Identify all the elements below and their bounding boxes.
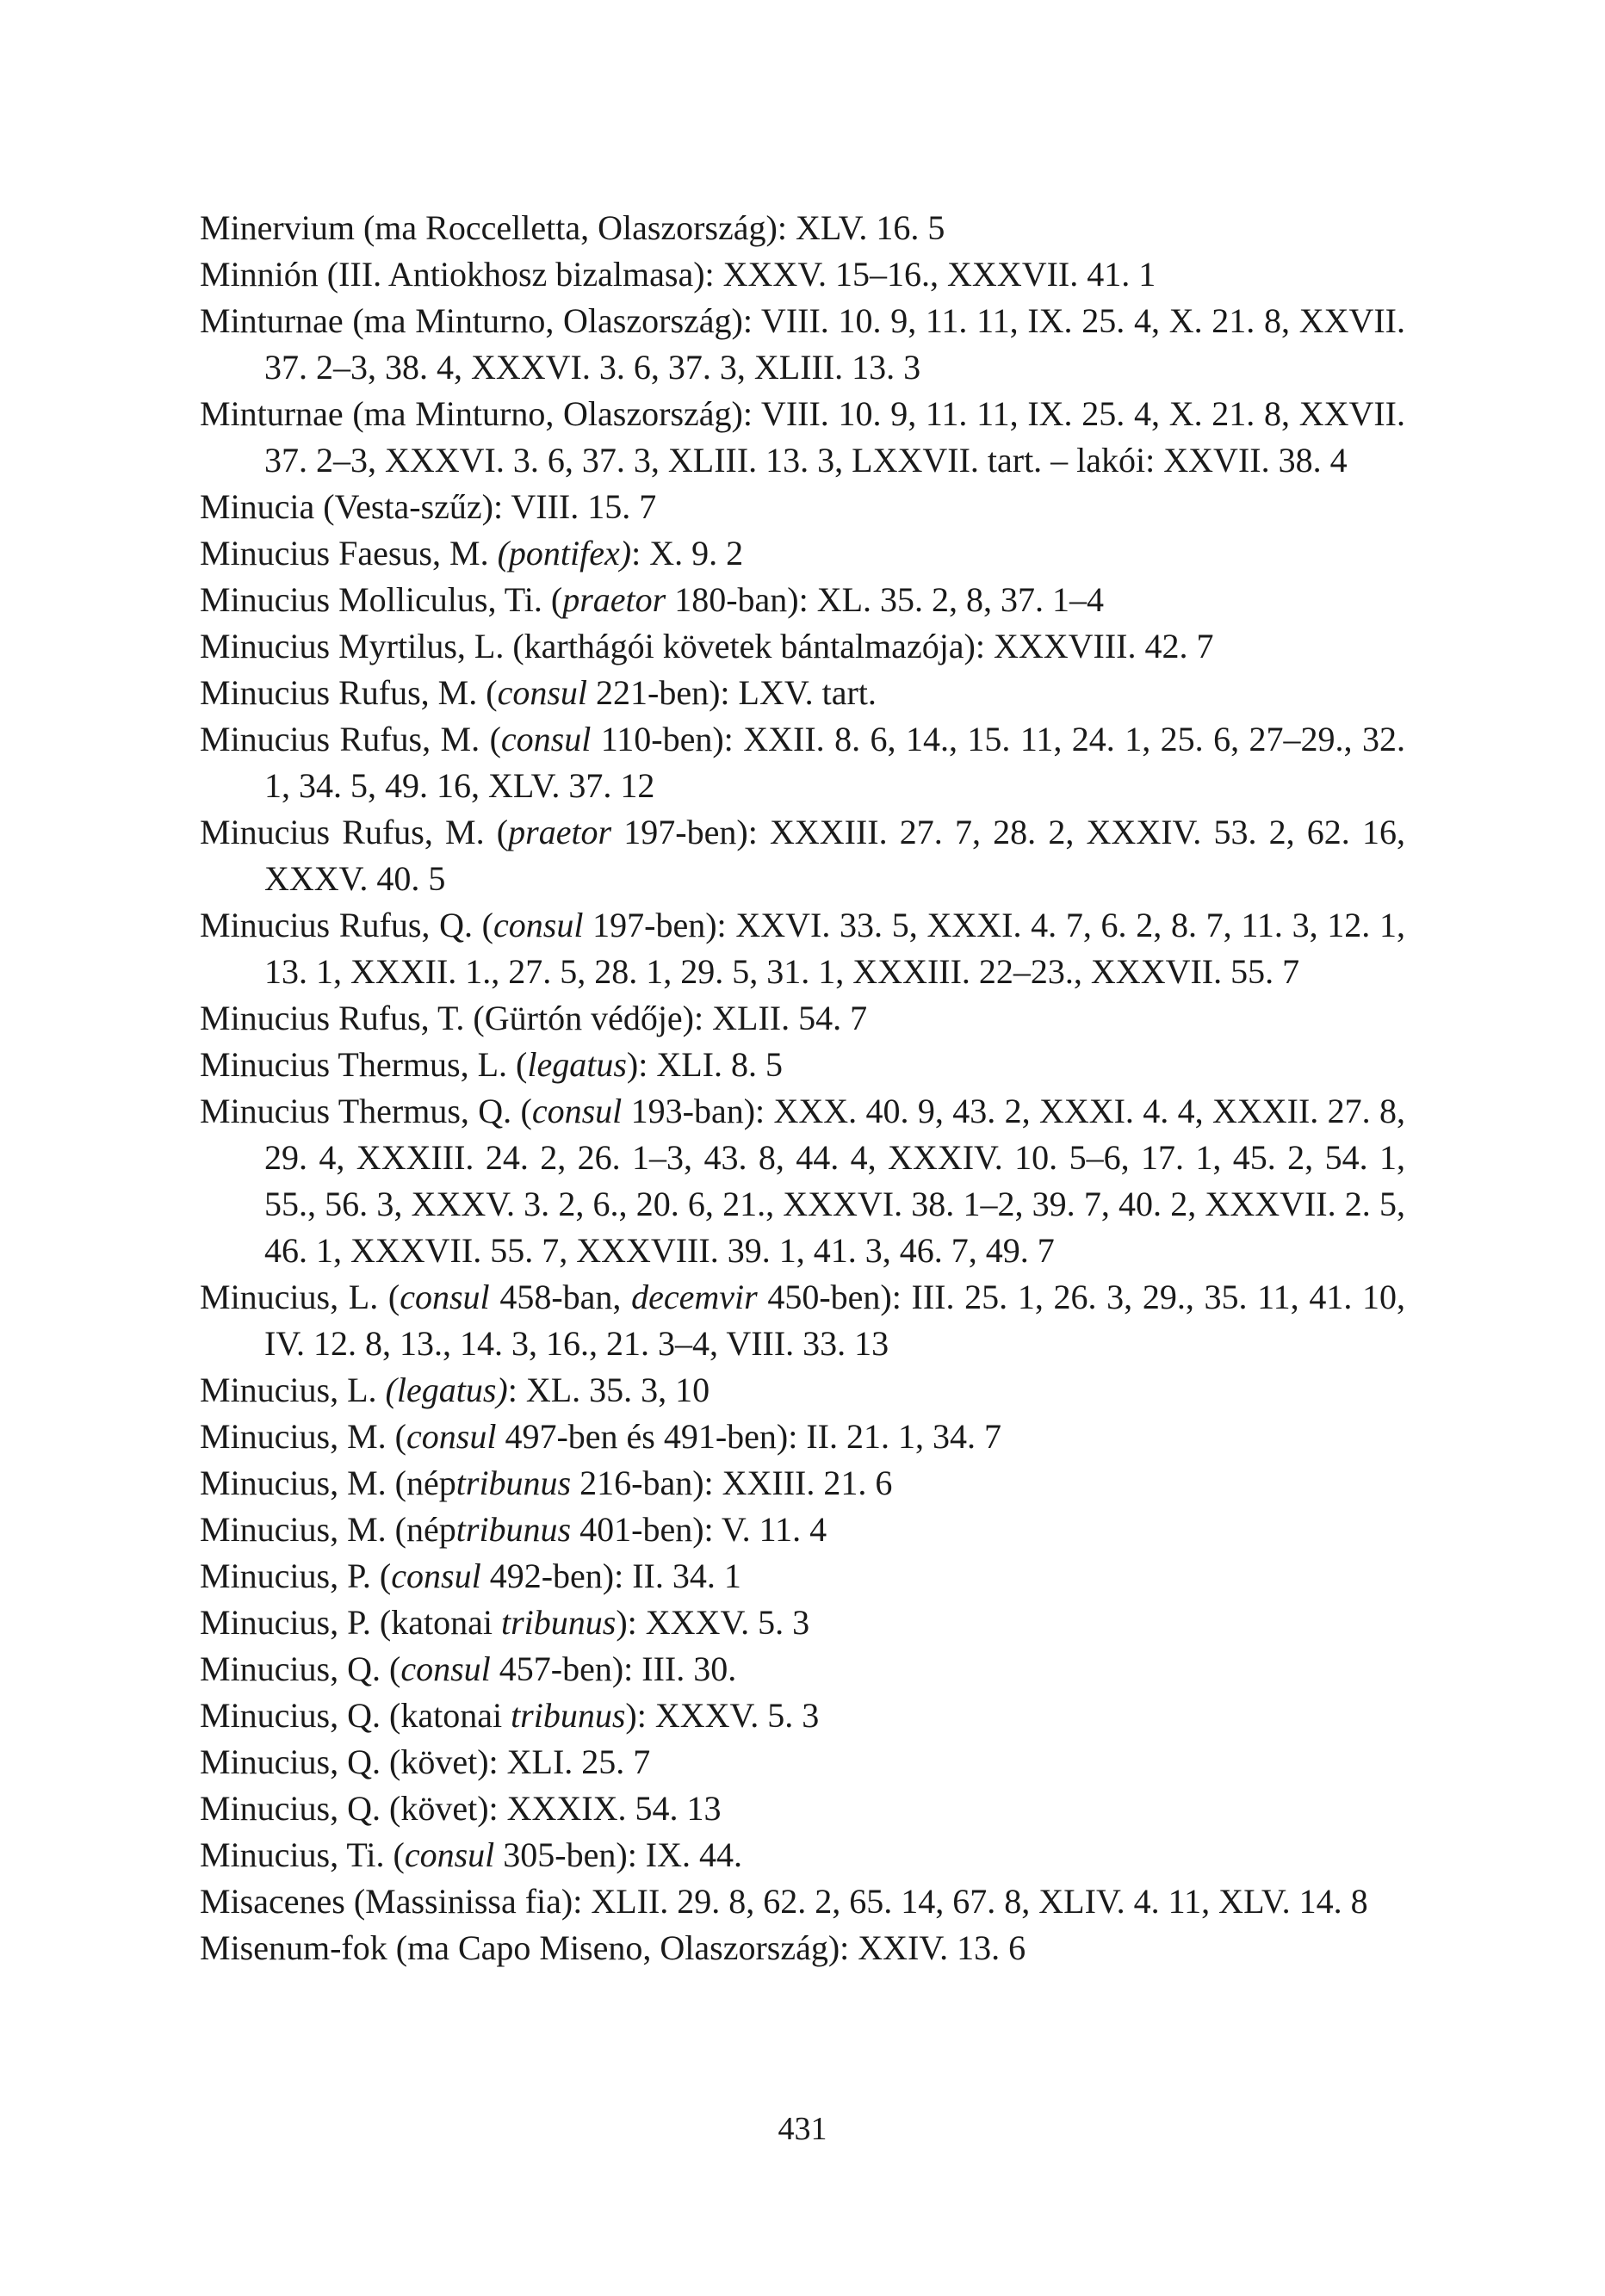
entry-text: 216-ban): XXIII. 21. 6 <box>571 1464 893 1502</box>
index-entry <box>200 1878 1405 1925</box>
index-entry <box>200 530 1405 577</box>
entry-text: Minervium (ma Roccelletta, Olaszország): XLV. 16. 5 <box>200 208 945 247</box>
entry-text: ): XXXV. 5. 3 <box>616 1603 810 1642</box>
index-entry <box>200 391 1405 484</box>
entry-text: 401-ben): V. 11. 4 <box>571 1510 827 1549</box>
entry-text: ): XXXV. 5. 3 <box>625 1696 820 1735</box>
italic-term: consul <box>391 1556 481 1595</box>
italic-term: tribunus <box>511 1696 626 1735</box>
index-entry <box>200 484 1405 530</box>
italic-term: consul <box>493 906 584 944</box>
entry-text: Minucius, Q. ( <box>200 1649 401 1688</box>
index-entry <box>200 902 1405 995</box>
entry-text: 458-ban, <box>489 1278 632 1316</box>
entry-text: 497-ben és 491-ben): II. 21. 1, 34. 7 <box>496 1417 1001 1456</box>
page-number: 431 <box>778 2111 827 2147</box>
index-entry <box>200 205 1405 251</box>
entry-text: 180-ban): XL. 35. 2, 8, 37. 1–4 <box>666 580 1105 619</box>
entry-text: Misacenes (Massinissa fia): XLII. 29. 8, 62. 2, 65. 14, 67. 8, XLIV. 4. 11, XLV. 14. 8 <box>200 1882 1368 1921</box>
italic-term: tribunus <box>455 1464 572 1502</box>
index-entry <box>200 1553 1405 1600</box>
index-entry <box>200 1646 1405 1693</box>
entry-text: Minucius Rufus, Q. ( <box>200 906 494 944</box>
index-entry <box>200 1088 1405 1274</box>
index-entry <box>200 577 1405 623</box>
italic-term: decemvir <box>631 1278 758 1316</box>
index-entry <box>200 1739 1405 1785</box>
index-entry <box>200 1600 1405 1646</box>
entry-text: Minucius, L. ( <box>200 1278 400 1316</box>
entry-text: : X. 9. 2 <box>631 534 744 572</box>
italic-term: consul <box>400 1278 490 1316</box>
entry-text: Minucius, L. <box>200 1371 386 1409</box>
entry-text: Minucius, P. ( <box>200 1556 392 1595</box>
index-entry <box>200 1414 1405 1460</box>
italic-term: consul <box>500 720 592 758</box>
italic-term: consul <box>497 673 588 712</box>
entry-text: Minucius, Q. (követ): XLI. 25. 7 <box>200 1742 651 1781</box>
entry-text: 197-ben): XXXIII. 27. 7, 28. 2, XXXIV. 53. 2, 62. 16, XXXV. 40. 5 <box>264 813 1405 898</box>
entry-text: 457-ben): III. 30. <box>490 1649 737 1688</box>
entry-text: Minucius Faesus, M. <box>200 534 498 572</box>
italic-term: consul <box>404 1835 495 1874</box>
entry-text: Minucius, P. (katonai <box>200 1603 501 1642</box>
entry-text: 492-ben): II. 34. 1 <box>480 1556 741 1595</box>
entry-text: Minucius Thermus, L. ( <box>200 1045 528 1084</box>
entry-text: ): XLI. 8. 5 <box>626 1045 783 1084</box>
index-entry <box>200 1507 1405 1553</box>
index-entry <box>200 809 1405 902</box>
index-entry <box>200 251 1405 298</box>
entry-text: Minturnae (ma Minturno, Olaszország): VIII. 10. 9, 11. 11, IX. 25. 4, X. 21. 8, XXVII. 37. 2–3, 38. 4, XXXVI. 3. 6, 37. 3, XLIII. 13. 3 <box>200 301 1405 387</box>
entry-text: Minucius Myrtilus, L. (karthágói követek bántalmazója): XXXVIII. 42. 7 <box>200 627 1214 665</box>
index-entry <box>200 995 1405 1042</box>
index-entry <box>200 1832 1405 1878</box>
italic-term: legatus <box>527 1045 627 1084</box>
entry-text: 221-ben): LXV. tart. <box>587 673 877 712</box>
italic-term: tribunus <box>500 1603 617 1642</box>
entry-text: Minucius, Q. (követ): XXXIX. 54. 13 <box>200 1789 722 1828</box>
index-entry <box>200 623 1405 670</box>
entry-text: Misenum-fok (ma Capo Miseno, Olaszország): XXIV. 13. 6 <box>200 1928 1026 1967</box>
entry-text: Minucius Rufus, M. ( <box>200 813 509 851</box>
entry-text: Minnión (III. Antiokhosz bizalmasa): XXXV. 15–16., XXXVII. 41. 1 <box>200 255 1156 294</box>
entry-text: Minucius, M. (nép <box>200 1464 456 1502</box>
italic-term: consul <box>400 1649 491 1688</box>
entry-text: 193-ban): XXX. 40. 9, 43. 2, XXXI. 4. 4, XXXII. 27. 8, 29. 4, XXXIII. 24. 2, 26. 1–3, 43. 8, 44. 4, XXXIV. 10. 5–6, 17. 1, 45. 2, 54. 1, 55., 56. 3, XXXV. 3. 2, 6., 20. 6, 21., XXXVI. 38. 1–2, 39. 7, 40. 2, XXXVII. 2. 5, 46. 1, XXXVII. 55. 7, XXXVIII. 39. 1, 41. 3, 46. 7, 49. 7 <box>264 1092 1405 1270</box>
italic-term: consul <box>531 1092 623 1130</box>
index-entry <box>200 1693 1405 1739</box>
italic-term: tribunus <box>455 1510 572 1549</box>
entry-text: 450-ben): III. 25. 1, 26. 3, 29., 35. 11, 41. 10, IV. 12. 8, 13., 14. 3, 16., 21. 3–4, VIII. 33. 13 <box>264 1278 1406 1363</box>
index-entry <box>200 1274 1405 1367</box>
entry-text: Minucius Rufus, T. (Gürtón védője): XLII. 54. 7 <box>200 999 868 1037</box>
entry-text: Minturnae (ma Minturno, Olaszország): VIII. 10. 9, 11. 11, IX. 25. 4, X. 21. 8, XXVII. 37. 2–3, XXXVI. 3. 6, 37. 3, XLIII. 13. 3, LXXVII. tart. – lakói: XXVII. 38. 4 <box>200 394 1405 480</box>
entry-text: Minucius Rufus, M. ( <box>200 720 501 758</box>
entry-text: Minucius, Ti. ( <box>200 1835 405 1874</box>
index-entry <box>200 298 1405 391</box>
index-entry <box>200 716 1405 809</box>
entry-text: 110-ben): XXII. 8. 6, 14., 15. 11, 24. 1, 25. 6, 27–29., 32. 1, 34. 5, 49. 16, XLV. 37. 12 <box>264 720 1405 805</box>
italic-term: (legatus) <box>385 1371 508 1409</box>
index-entry-list <box>200 205 1405 1971</box>
entry-text: Minucius, Q. (katonai <box>200 1696 511 1735</box>
entry-text: Minucius Molliculus, Ti. ( <box>200 580 563 619</box>
index-entry <box>200 1042 1405 1088</box>
entry-text: Minucia (Vesta-szűz): VIII. 15. 7 <box>200 487 657 526</box>
entry-text: Minucius Rufus, M. ( <box>200 673 498 712</box>
index-entry <box>200 1925 1405 1971</box>
entry-text: 197-ben): XXVI. 33. 5, XXXI. 4. 7, 6. 2, 8. 7, 11. 3, 12. 1, 13. 1, XXXII. 1., 27. 5, 28. 1, 29. 5, 31. 1, XXXIII. 22–23., XXXVII. 55. 7 <box>264 906 1406 991</box>
entry-text: Minucius, M. (nép <box>200 1510 456 1549</box>
italic-term: consul <box>406 1417 497 1456</box>
index-entry <box>200 1460 1405 1507</box>
italic-term: praetor <box>562 580 666 619</box>
index-entry <box>200 1785 1405 1832</box>
index-entry <box>200 670 1405 716</box>
entry-text: : XL. 35. 3, 10 <box>507 1371 710 1409</box>
entry-text: Minucius Thermus, Q. ( <box>200 1092 532 1130</box>
italic-term: (pontifex) <box>497 534 632 572</box>
italic-term: praetor <box>508 813 612 851</box>
entry-text: 305-ben): IX. 44. <box>494 1835 743 1874</box>
entry-text: Minucius, M. ( <box>200 1417 406 1456</box>
index-entry <box>200 1367 1405 1414</box>
